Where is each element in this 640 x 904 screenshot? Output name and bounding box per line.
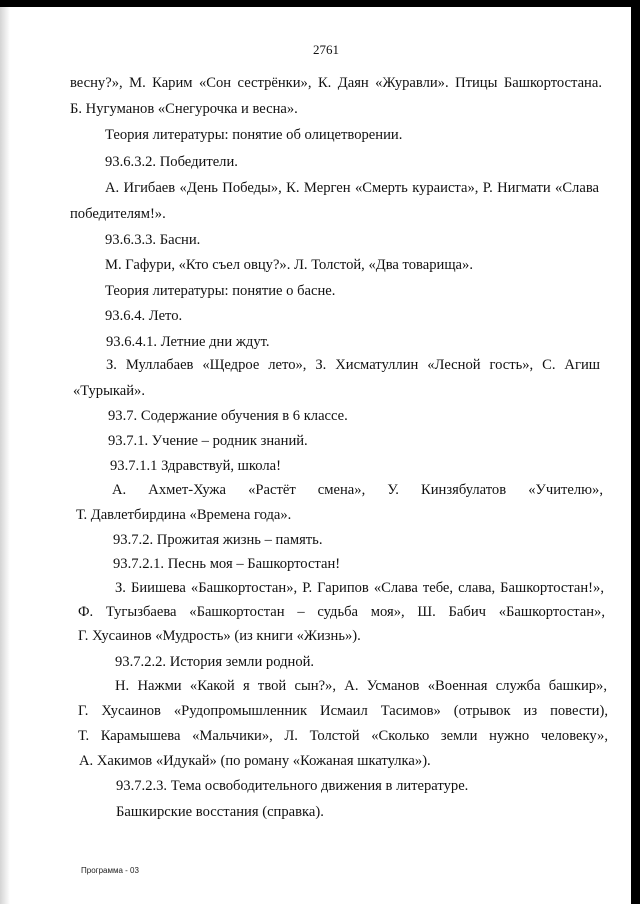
text-line: З. Биишева «Башкортостан», Р. Гарипов «Слава тебе, слава, Башкортостан!», xyxy=(115,580,604,596)
text-line: «Турыкай». xyxy=(73,383,145,399)
scan-shadow-left xyxy=(0,0,10,904)
text-line: 93.7.2.3. Тема освободительного движения в литературе. xyxy=(116,778,469,794)
text-line: А. Ахмет-Хужа «Растёт смена», У. Кинзябулатов «Учителю», xyxy=(112,482,603,498)
text-line: 93.7.1. Учение – родник знаний. xyxy=(108,433,308,449)
text-line: 93.7.1.1 Здравствуй, школа! xyxy=(110,458,281,474)
scan-border-right xyxy=(631,0,640,904)
text-line: Башкирские восстания (справка). xyxy=(116,804,324,820)
text-line: Т. Давлетбирдина «Времена года». xyxy=(76,507,292,523)
text-line: 93.7. Содержание обучения в 6 классе. xyxy=(108,408,348,424)
text-line: Н. Нажми «Какой я твой сын?», А. Усманов «Военная служба башкир», xyxy=(115,678,607,694)
text-line: победителям!». xyxy=(70,206,166,222)
text-line: Т. Карамышева «Мальчики», Л. Толстой «Сколько земли нужно человеку», xyxy=(78,728,608,744)
text-line: 93.6.4. Лето. xyxy=(105,308,183,324)
text-line: 93.7.2. Прожитая жизнь – память. xyxy=(113,532,323,548)
text-line: З. Муллабаев «Щедрое лето», З. Хисматуллин «Лесной гость», С. Агиш xyxy=(106,357,600,373)
text-line: 93.7.2.2. История земли родной. xyxy=(115,654,315,670)
text-line: Г. Хусаинов «Рудопромышленник Исмаил Тасимов» (отрывок из повести), xyxy=(78,703,608,719)
page-number: 2761 xyxy=(313,42,339,57)
text-line: Г. Хусаинов «Мудрость» (из книги «Жизнь»). xyxy=(78,628,361,644)
text-line: А. Хакимов «Идукай» (по роману «Кожаная шкатулка»). xyxy=(79,753,431,769)
scan-border-top xyxy=(0,0,632,7)
text-line: Б. Нугуманов «Снегурочка и весна». xyxy=(70,101,298,117)
text-line: Теория литературы: понятие о басне. xyxy=(105,283,336,299)
text-line: 93.6.3.2. Победители. xyxy=(105,154,238,170)
text-line: весну?», М. Карим «Сон сестрёнки», К. Даян «Журавли». Птицы Башкортостана. xyxy=(70,75,602,91)
text-line: М. Гафури, «Кто съел овцу?». Л. Толстой, «Два товарища». xyxy=(105,257,473,273)
text-line: Теория литературы: понятие об олицетворении. xyxy=(105,127,403,143)
text-line: 93.6.4.1. Летние дни ждут. xyxy=(106,334,270,350)
text-line: 93.7.2.1. Песнь моя – Башкортостан! xyxy=(113,556,341,572)
page-footer: Программа - 03 xyxy=(81,866,139,875)
text-line: А. Игибаев «День Победы», К. Мерген «Смерть кураиста», Р. Нигмати «Слава xyxy=(105,180,599,196)
text-line: Ф. Тугызбаева «Башкортостан – судьба моя», Ш. Бабич «Башкортостан», xyxy=(78,604,605,620)
text-line: 93.6.3.3. Басни. xyxy=(105,232,201,248)
